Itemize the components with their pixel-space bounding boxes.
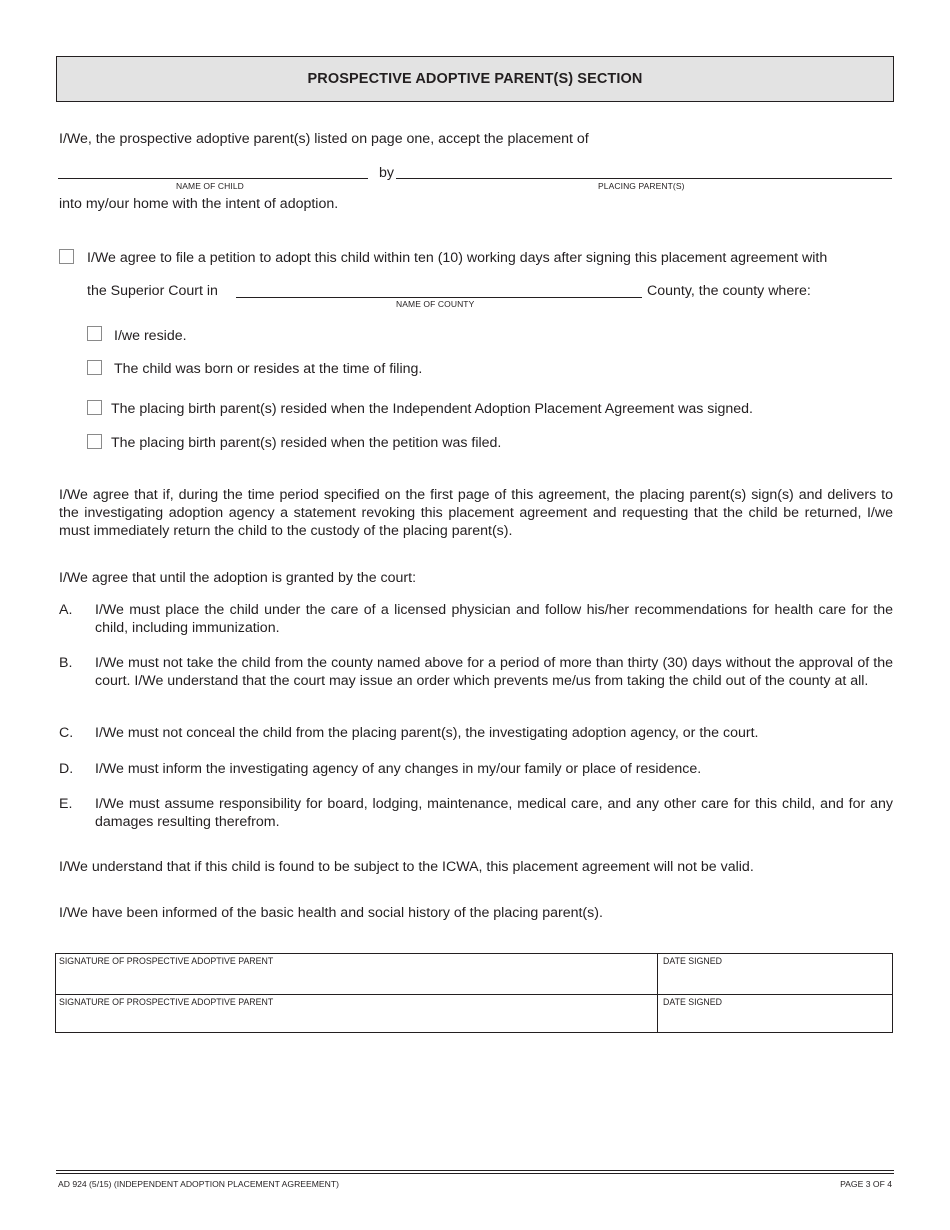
item-text: I/We must place the child under the care of a licensed physician and follow his/her recommendations for health care for the child, including immunization.	[95, 602, 893, 636]
item-text: I/We must not conceal the child from the placing parent(s), the investigating adoption agency, or the court.	[95, 725, 759, 741]
signature-table	[55, 953, 893, 1033]
signature-label: SIGNATURE OF PROSPECTIVE ADOPTIVE PARENT	[59, 997, 274, 1007]
option-agreement-signed-checkbox[interactable]	[87, 400, 102, 415]
placing-parent-field[interactable]	[396, 163, 892, 179]
item-letter: A.	[59, 602, 73, 618]
footer-rule	[56, 1170, 894, 1171]
until-granted-intro: I/We agree that until the adoption is granted by the court:	[59, 570, 417, 586]
option-petition-filed-checkbox[interactable]	[87, 434, 102, 449]
intent-line: into my/our home with the intent of adoption.	[59, 196, 339, 212]
item-text: I/We must inform the investigating agency of any changes in my/our family or place of residence.	[95, 761, 702, 777]
date-signed-label: DATE SIGNED	[663, 956, 722, 966]
county-field[interactable]	[236, 282, 642, 298]
option-child-born-label: The child was born or resides at the time of filing.	[114, 361, 423, 377]
item-text: I/We must not take the child from the county named above for a period of more than thirty (30) days without the approval of the court. I/We understand that the court may issue an order which prevents me/us from taking the child out of the county at all.	[95, 655, 893, 689]
intro-line: I/We, the prospective adoptive parent(s) listed on page one, accept the placement of	[59, 131, 589, 147]
revocation-paragraph: I/We agree that if, during the time period specified on the first page of this agreement, the placing parent(s) sign(s) and delivers to the investigating adoption agency a statement revoking this placement agreement and requesting that the child be returned, I/we must immediately return the child to the custody of the placing parent(s).	[59, 487, 893, 539]
option-child-born-checkbox[interactable]	[87, 360, 102, 375]
superior-court-label: the Superior Court in	[87, 283, 218, 299]
section-title: PROSPECTIVE ADOPTIVE PARENT(S) SECTION	[307, 71, 643, 87]
date-signed-field[interactable]	[658, 954, 892, 994]
item-letter: E.	[59, 796, 73, 812]
name-of-child-field[interactable]	[58, 163, 368, 179]
icwa-paragraph: I/We understand that if this child is found to be subject to the ICWA, this placement agreement will not be valid.	[59, 859, 754, 875]
item-text: I/We must assume responsibility for board, lodging, maintenance, medical care, and any other care for this child, and for any damages resulting therefrom.	[95, 796, 893, 830]
by-label: by	[379, 165, 394, 181]
page-number: PAGE 3 OF 4	[840, 1179, 892, 1189]
signature-label: SIGNATURE OF PROSPECTIVE ADOPTIVE PARENT	[59, 956, 274, 966]
item-letter: B.	[59, 655, 73, 671]
petition-text: I/We agree to file a petition to adopt this child within ten (10) working days after signing this placement agreement with	[87, 250, 828, 266]
signature-row	[56, 994, 892, 1032]
form-id: AD 924 (5/15) (INDEPENDENT ADOPTION PLACEMENT AGREEMENT)	[58, 1179, 339, 1189]
date-signed-label: DATE SIGNED	[663, 997, 722, 1007]
name-of-child-caption: NAME OF CHILD	[176, 181, 244, 191]
section-header	[56, 56, 894, 102]
option-reside-checkbox[interactable]	[87, 326, 102, 341]
signature-row	[56, 954, 892, 994]
history-paragraph: I/We have been informed of the basic health and social history of the placing parent(s).	[59, 905, 603, 921]
signature-field[interactable]	[56, 954, 658, 994]
date-signed-field[interactable]	[658, 995, 892, 1032]
signature-field[interactable]	[56, 995, 658, 1032]
county-caption: NAME OF COUNTY	[396, 299, 475, 309]
item-letter: C.	[59, 725, 74, 741]
placing-parent-caption: PLACING PARENT(S)	[598, 181, 685, 191]
item-letter: D.	[59, 761, 74, 777]
county-suffix: County, the county where:	[647, 283, 811, 299]
footer-rule	[56, 1173, 894, 1174]
option-petition-filed-label: The placing birth parent(s) resided when the petition was filed.	[111, 435, 502, 451]
option-agreement-signed-label: The placing birth parent(s) resided when the Independent Adoption Placement Agreement was signed.	[111, 401, 753, 417]
option-reside-label: I/we reside.	[114, 328, 187, 344]
petition-checkbox[interactable]	[59, 249, 74, 264]
